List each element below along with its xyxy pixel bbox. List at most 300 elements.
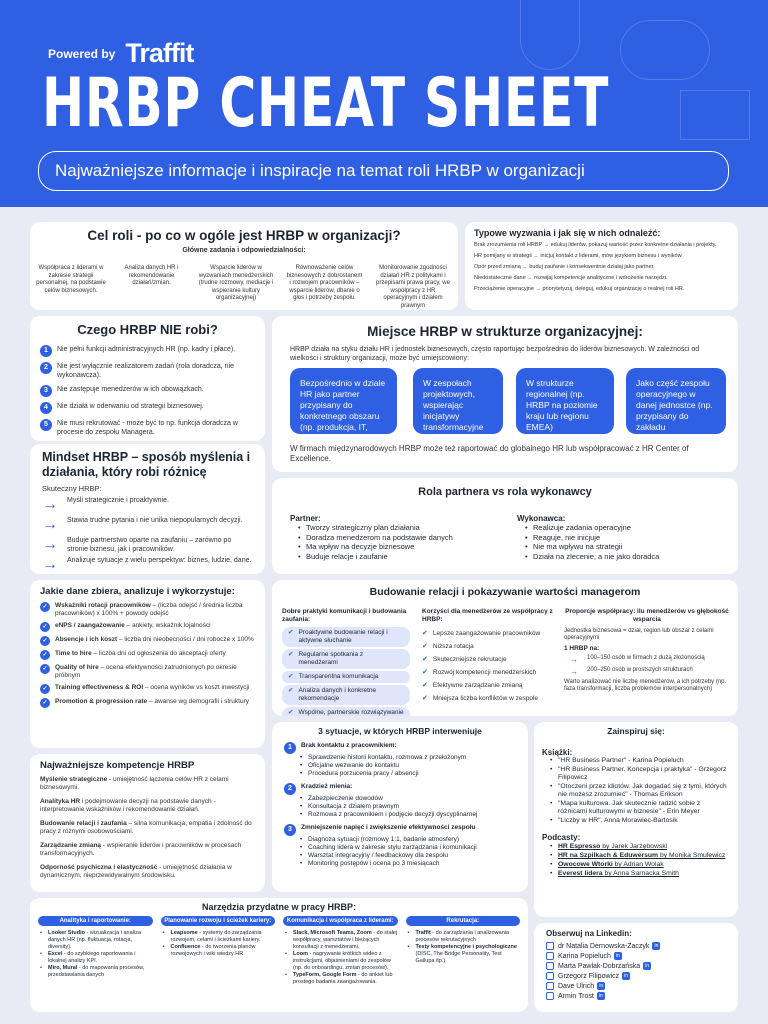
komp-item (40, 776, 255, 792)
practice-text: Proaktywne budowanie relacji i aktywne słuchanie (298, 629, 388, 644)
checkbox-icon (546, 962, 554, 970)
dane-item (40, 698, 255, 708)
mindset-sub: Skuteczny HRBP: (42, 484, 102, 493)
cel-items (30, 255, 458, 310)
dane-desc: – liczba dni od ogłoszenia do akceptacji oferty (91, 650, 226, 657)
komp-key: Budowanie relacji i zaufania (40, 820, 127, 827)
book-item: • "HR Business Partner. Koncepcja i praktyka" - Grzegorz Filipowicz (548, 766, 730, 783)
nie-item (40, 362, 255, 380)
dane-desc: – awanse wg demografii i struktury (147, 698, 249, 705)
dane-key: Quality of hire (55, 664, 99, 671)
cel-item: Wsparcie liderów w wyzwaniach menedżerskich (trudne rozmowy, mediacje i wspieranie kultury organizacyjnej) (198, 265, 274, 301)
nie-item (40, 345, 255, 357)
sytuacje-list (284, 742, 516, 868)
tool-name: Miro, Mural (48, 965, 78, 971)
practice-text: Wspólne, partnerskie rozwiązywanie (298, 709, 404, 716)
podcast-item[interactable] (548, 860, 730, 869)
page-subtitle: Najważniejsze informacje i inspiracje na temat roli HRBP w organizacji (38, 151, 729, 191)
narzedzia-title: Narzędzia przydatne w pracy HRBP: (201, 902, 357, 912)
podcast-name[interactable]: HR Espresso (558, 843, 601, 850)
wyzwania-title: Typowe wyzwania i jak się w nich odnaleźć: (474, 228, 661, 238)
podcast-name[interactable]: Everest lidera (558, 870, 603, 877)
arrow-right-icon: → (42, 516, 58, 533)
mindset-item (42, 496, 253, 514)
dane-text (55, 602, 255, 618)
mindset-title: Mindset HRBP – sposób myślenia i działania, który robi różnicę (42, 450, 251, 479)
tool-desc: - do zarządzania i analizowania procesów rekrutacyjnych (415, 930, 510, 943)
podcast-author[interactable]: by Jarek Jarzębowski (600, 843, 668, 850)
book-item: • "Liczby w HR", Anna Morawiec-Bartosik (548, 817, 730, 826)
tool-column (161, 916, 276, 986)
tool-name: Leapsome (170, 930, 198, 936)
mindset-text: Buduje partnerstwo oparte na zaufaniu – zarówno po stronie biznesu, jak i pracowników. (67, 537, 232, 553)
miejsce-box: Jako część zespołu operacyjnego w danej jednostce (np. przypisany do zakładu produkcyjnego) (626, 368, 726, 434)
check-icon: ✔ (422, 643, 428, 650)
check-icon: ✔ (288, 673, 294, 680)
wykonawca-title: Wykonawca: (517, 514, 566, 523)
dane-text (55, 698, 249, 706)
podcast-name[interactable]: HR na Szpilkach & Eduwersum (558, 852, 659, 859)
tool-column-header: Analityka i raportowanie: (38, 916, 153, 926)
linkedin-person[interactable] (546, 972, 726, 982)
tool-desc: - do stałej współpracy, warsztatów i bieżących konsultacji z menedżerami. (293, 930, 398, 950)
cel-title: Cel roli - po co w ogóle jest HRBP w organizacji? (87, 228, 401, 243)
budowanie-col (422, 608, 557, 707)
partner-item: • Ma wpływ na decyzje biznesowe (296, 542, 490, 552)
practice-item (282, 627, 410, 647)
tool-name: Slack, Microsoft Teams, Zoom (293, 930, 372, 936)
tool-desc: (DISC, The Bridge Personality, Test Gallupa itp.) (415, 951, 502, 964)
ratio-text: 200–250 osób w prostszych strukturach (587, 667, 693, 673)
wyzwania-list (474, 242, 729, 293)
tool-item (161, 944, 276, 958)
traffit-logo[interactable]: Traffit (125, 38, 194, 68)
linkedin-name[interactable]: Dave Ulrich (558, 983, 595, 990)
budowanie-c1-title: Dobre praktyki komunikacji i budowania zaufania: (282, 608, 407, 623)
wyzwania-item: HR pomijany w strategii → inicjuj kontakt z liderami, mów językiem biznesu i wyników. (474, 253, 683, 259)
arrow-right-icon: → (42, 556, 58, 573)
benefit-text: Skuteczniejsze rekrutacje (432, 656, 507, 663)
tool-desc: - do szybkiego raportowania i lokalnej analizy KPI. (48, 951, 136, 964)
linkedin-icon[interactable]: in (643, 962, 651, 970)
rola-title: Rola partnera vs rola wykonawcy (418, 486, 592, 498)
miejsce-note: W firmach międzynarodowych HRBP może też raportować do globalnego HR lub współpracować z HR Center of Excellence. (290, 444, 689, 463)
komp-item (40, 864, 255, 880)
linkedin-card (534, 923, 738, 1012)
check-icon: ✔ (288, 651, 294, 658)
podcast-item[interactable] (548, 851, 730, 860)
komp-key: Myślenie strategiczne (40, 776, 108, 783)
komp-item (40, 842, 255, 858)
wykonawca-item: • Nie ma wpływu na strategii (523, 542, 727, 552)
narzedzia-card (30, 898, 528, 1012)
dane-desc: – ankiety, wskaźnik lojalności (124, 622, 211, 629)
nie-text: Nie pełni funkcji administracyjnych HR (np. kadry i płace). (57, 346, 236, 353)
komp-desc: – silna komunikacja, empatia i zdolność do pracy z różnymi osobowościami. (40, 820, 252, 835)
sytuacja-step: • Rozmowa z pracownikiem i podjęcie decyzji dyscyplinarnej (298, 811, 516, 819)
nie-number: 3 (40, 385, 52, 397)
nie-text: Nie zastępuje menedżerów w ich obowiązkach. (57, 386, 204, 393)
cel-item: Współpraca z liderami w zakresie strategii personalnej, na podstawie celów biznesowych. (36, 265, 106, 294)
tool-list (161, 930, 276, 958)
budowanie-c2-title: Korzyści dla menedżerów ze współpracy z HRBP: (422, 608, 553, 623)
mindset-text: Stawia trudne pytania i nie unika niepopularnych decyzji. (67, 517, 243, 524)
tool-desc: - do ankiet lub prostego badania zaangażowania. (293, 972, 393, 985)
decor-shape (620, 20, 710, 80)
check-icon: ✔ (422, 656, 428, 663)
dane-card (30, 580, 265, 748)
podcasts-list (542, 842, 730, 878)
cel-main: Główne zadania i odpowiedzialności: (182, 247, 306, 254)
komp-card (30, 754, 265, 892)
check-icon: ✔ (288, 709, 294, 716)
mindset-item (42, 516, 253, 534)
sytuacja-head (284, 824, 516, 836)
nie-item (40, 385, 255, 397)
nie-text: Nie działa w oderwaniu od strategii biznesowej. (57, 403, 204, 410)
sytuacja-step: • Konsultacja z działem prawnym (298, 803, 516, 811)
tool-item (38, 930, 153, 951)
sytuacja-head (284, 783, 516, 795)
miejsce-box: W zespołach projektowych, wspierając inicjatywy transformacyjne (413, 368, 503, 434)
ratio-item (570, 655, 730, 664)
dane-list (40, 602, 255, 708)
sytuacje-title: 3 sytuacje, w których HRBP interweniuje (318, 726, 482, 736)
check-icon: ✓ (40, 602, 50, 612)
benefit-item (422, 668, 557, 677)
benefit-text: Rozwój kompetencji menedżerskich (432, 669, 537, 676)
budowanie-c3-sub: 1 HRBP na: (564, 645, 600, 652)
dane-key: Wskaźniki rotacji pracowników (55, 602, 151, 609)
linkedin-icon[interactable]: in (597, 992, 605, 1000)
tool-desc: - do tworzenia planów rozwojowych i wiki wiedzy HR. (170, 944, 256, 957)
miejsce-box: Bezpośrednio w dziale HR jako partner przypisany do konkretnego obszaru (np. produkcja, IT, sprzedaż) (290, 368, 397, 434)
linkedin-person[interactable] (546, 982, 726, 992)
decor-shape (680, 90, 750, 140)
nie-number: 4 (40, 402, 52, 414)
tool-item (406, 944, 521, 965)
sytuacja-step: • Procedura porzucenia pracy / absencji (298, 770, 516, 778)
zainspiruj-title: Zainspiruj się: (607, 726, 665, 736)
check-icon: ✓ (40, 664, 50, 674)
benefit-item (422, 681, 557, 690)
komp-desc: - wspieranie liderów i pracowników w procesach transformacyjnych. (40, 842, 242, 857)
sytuacja-number: 1 (284, 742, 296, 754)
check-icon: ✔ (288, 687, 294, 694)
tool-item (38, 965, 153, 979)
arrow-right-icon: → (570, 667, 578, 676)
sytuacje-card (272, 722, 528, 892)
practice-item (282, 685, 410, 705)
komp-key: Zarządzanie zmianą (40, 842, 102, 849)
linkedin-name[interactable]: Armin Trost (558, 993, 594, 1000)
sytuacja-steps (298, 836, 516, 868)
mindset-text: Myśli strategicznie i proaktywnie. (67, 497, 169, 504)
budowanie-card (272, 580, 738, 716)
sytuacja-step: • Zabezpieczenie dowodów (298, 795, 516, 803)
tool-name: Traffit (415, 930, 431, 936)
wykonawca-item: • Działa na zlecenie, a nie jako doradca (523, 552, 727, 562)
tool-item (406, 930, 521, 944)
budowanie-c2-list (422, 629, 557, 703)
page-title: HRBP CHEAT SHEET (42, 64, 610, 143)
budowanie-c3-list (564, 655, 730, 676)
mindset-card (30, 444, 265, 574)
tool-name: Excel (48, 951, 63, 957)
miejsce-intro: HRBP działa na styku działu HR i jednostek biznesowych, często raportując bezpośrednio do liderów biznesowych. W zależności od wielkości i struktury organizacji, może być umiejscowiony: (290, 346, 700, 362)
dane-item (40, 684, 255, 694)
wyzwania-item: Niedostateczne dane → rozwijaj kompetencje analityczne i wdrożenie narzędzi. (474, 275, 668, 281)
arrow-right-icon: → (42, 496, 58, 513)
check-icon: ✓ (40, 636, 50, 646)
powered-label: Powered by (48, 46, 116, 61)
linkedin-person[interactable] (546, 962, 726, 972)
practice-text: Analiza danych i konkretne rekomendacje (298, 687, 377, 702)
dane-text (55, 636, 254, 644)
partner-item: • Doradza menedżerom na podstawie danych (296, 533, 490, 543)
budowanie-c3-title: Proporcje współpracy: ilu menedżerów vs głębokość wsparcia (565, 608, 729, 623)
cel-item: Równoważenie celów biznesowych z dobrostanem i rozwojem pracowników – wsparcie liderów, dbanie o głos i potrzeby zespołu. (286, 265, 363, 301)
dane-text (55, 664, 255, 680)
wykonawca-item: • Reaguje, nie inicjuje (523, 533, 727, 543)
komp-desc: - umiejętność łączenia celów HR z celami biznesowymi. (40, 776, 229, 791)
tool-list (38, 930, 153, 979)
nie-number: 1 (40, 345, 52, 357)
sytuacja-step: • Monitoring postępów i ocena po 3 miesiącach (298, 860, 516, 868)
nie-card (30, 316, 265, 441)
tool-list (283, 930, 398, 986)
check-icon: ✔ (288, 629, 294, 636)
komp-key: Analityka HR (40, 798, 81, 805)
budowanie-c3-intro: Jednostka biznesowa = dział, region lub obszar z celami operacyjnymi (564, 628, 714, 641)
dane-item (40, 664, 255, 680)
linkedin-icon[interactable]: in (614, 952, 622, 960)
books-title: Książki: (542, 748, 573, 757)
dane-text (55, 684, 249, 692)
nie-text: Nie jest wyłącznie realizatorem zadań (rola doradcza, nie wykonawcza). (57, 363, 235, 379)
checkbox-icon (546, 972, 554, 980)
cel-card (30, 222, 458, 310)
zainspiruj-card (534, 722, 738, 917)
arrow-right-icon: → (42, 536, 58, 553)
sytuacja-step: • Sprawdzenie historii kontaktu, rozmowa z przełożonym (298, 754, 516, 762)
benefit-text: Mniejsza liczba konfliktów w zespole (432, 695, 539, 702)
book-item: • "Mapa kulturowa. Jak skutecznie radzić sobie z różnicami kulturowymi w biznesie" - Erin Meyer (548, 800, 730, 817)
podcast-author[interactable]: by Adrian Wolak (612, 861, 664, 868)
wykonawca-item: • Realizuje zadania operacyjne (523, 523, 727, 533)
podcast-author[interactable]: by Anna Sarnacka Smith (602, 870, 679, 877)
dane-key: Time to hire (55, 650, 92, 657)
dane-key: eNPS / zaangażowanie (55, 622, 125, 629)
sytuacja-item (284, 742, 516, 778)
podcast-name[interactable]: Owocowe Wtorki (558, 861, 613, 868)
podcast-item[interactable] (548, 842, 730, 851)
tool-column (283, 916, 398, 986)
dane-title: Jakie dane zbiera, analizuje i wykorzystuje: (40, 586, 235, 597)
nie-text: Nie musi rekrutować - może być to np. funkcja doradcza w procesie do zespołu Managera. (57, 420, 238, 436)
practice-item (282, 707, 410, 716)
komp-item (40, 820, 255, 836)
sytuacja-head (284, 742, 516, 754)
sytuacja-step: • Warsztat integracyjny / feedbackowy dla zespołu (298, 852, 516, 860)
check-icon: ✔ (422, 669, 428, 676)
benefit-item (422, 642, 557, 651)
mindset-item (42, 536, 253, 554)
tool-item (283, 951, 398, 972)
partner-item: • Buduje relacje i zaufanie (296, 552, 490, 562)
sytuacja-title: Kradzież mienia: (301, 783, 353, 790)
check-icon: ✓ (40, 650, 50, 660)
sytuacja-item (284, 783, 516, 819)
dane-key: Promotion & progression rate (55, 698, 148, 705)
tool-desc: - wizualizacja i analiza danych HR (np. fluktuacja, rotacja, diversity). (48, 930, 141, 950)
tool-desc: - systemy do zarządzania rozwojem, celami i ścieżkami kariery. (170, 930, 262, 943)
wyzwania-item: Przeciążenie operacyjne → priorytetyzuj, deleguj, edukuj organizację o realnej roli HR. (474, 286, 685, 292)
dane-item (40, 650, 255, 660)
benefit-item (422, 655, 557, 664)
nie-item (40, 419, 255, 437)
partner-title: Partner: (290, 514, 321, 523)
dane-key: Absencje i ich koszt (55, 636, 118, 643)
nie-item (40, 402, 255, 414)
linkedin-name[interactable]: dr Natalia Dernowska-Zaczyk (558, 943, 650, 950)
tool-column (406, 916, 521, 986)
checkbox-icon (546, 942, 554, 950)
cel-item: Analiza danych HR i rekomendowanie działań/zmian. (124, 265, 179, 286)
benefit-text: Lepsze zaangażowanie pracowników (432, 630, 541, 637)
wyzwania-item: Brak zrozumienia roli HRBP → edukuj liderów, pokazuj wartość przez konkretne działania i projekty. (474, 242, 717, 248)
practice-item (282, 649, 410, 669)
tool-list (406, 930, 521, 965)
wyzwania-card (465, 222, 738, 310)
linkedin-name[interactable]: Karina Popieluch (558, 953, 611, 960)
tool-desc: - do mapowania procesów, przedstawiania danych (48, 965, 145, 978)
sytuacja-number: 3 (284, 824, 296, 836)
sytuacja-steps (298, 754, 516, 778)
sytuacja-title: Zmniejszenie napięć i zwiększenie efektywności zespołu (301, 824, 476, 831)
linkedin-name[interactable]: Grzegorz Filipowicz (558, 973, 620, 980)
practice-item (282, 671, 410, 683)
dane-item (40, 622, 255, 632)
tool-name: Loom (293, 951, 308, 957)
benefit-text: Niższa rotacja (432, 643, 474, 650)
wyzwania-item: Opór przed zmianą → buduj zaufanie i konsekwentnie działaj jako partner. (474, 264, 655, 270)
practice-text: Regularne spotkania z menedżerami (298, 651, 364, 666)
linkedin-title: Obserwuj na Linkedin: (546, 929, 632, 938)
sytuacja-number: 2 (284, 783, 296, 795)
sytuacja-step: • Oficjalne wezwanie do kontaktu (298, 762, 516, 770)
podcasts-title: Podcasty: (542, 833, 581, 842)
partner-list (296, 523, 490, 561)
komp-title: Najważniejsze kompetencje HRBP (40, 760, 195, 771)
check-icon: ✔ (422, 695, 428, 702)
book-item: • "Otoczeni przez idiotów. Jak dogadać się z tymi, których nie możesz zrozumieć" - Thomas Erikson (548, 783, 730, 800)
tool-item (283, 930, 398, 951)
miejsce-card (272, 316, 738, 472)
sytuacja-steps (298, 795, 516, 819)
mindset-text: Analizuje sytuacje z wielu perspektyw: biznes, ludzie, dane. (67, 557, 252, 564)
tool-column-header: Rekrutacja: (406, 916, 521, 926)
arrow-right-icon: → (570, 655, 578, 664)
dane-desc: – ocena wyników vs koszt inwestycji (143, 684, 250, 691)
check-icon: ✓ (40, 622, 50, 632)
mindset-list (42, 496, 253, 574)
podcast-author[interactable]: by Monika Smulewicz (658, 852, 726, 859)
tool-item (38, 951, 153, 965)
check-icon: ✓ (40, 698, 50, 708)
decor-shape (520, 0, 580, 70)
linkedin-person[interactable] (546, 992, 726, 1002)
linkedin-name[interactable]: Marta Pawlak-Dobrzańska (558, 963, 641, 970)
checkbox-icon (546, 982, 554, 990)
budowanie-title: Budowanie relacji i pokazywanie wartości managerom (369, 586, 641, 598)
check-icon: ✔ (422, 682, 428, 689)
dane-key: Training effectiveness & ROI (55, 684, 144, 691)
benefit-item (422, 694, 557, 703)
linkedin-person[interactable] (546, 942, 726, 952)
podcast-item[interactable] (548, 869, 730, 878)
nie-number: 5 (40, 419, 52, 431)
rola-card (272, 478, 738, 574)
ratio-text: 100–150 osób w firmach z dużą złożonością (587, 655, 705, 661)
nie-title: Czego HRBP NIE robi? (77, 322, 218, 337)
tool-column (38, 916, 153, 986)
sytuacja-title: Brak kontaktu z pracownikiem: (301, 742, 397, 749)
dane-text (55, 650, 226, 658)
tool-desc: - nagrywanie krótkich wideo z instrukcjami, objaśnieniami do zespołów (np. do onboardingu, zmian procesów). (293, 951, 391, 971)
linkedin-icon[interactable]: in (622, 972, 630, 980)
sytuacja-step: • Coaching lidera w zakresie stylu zarządzania i komunikacji (298, 844, 516, 852)
check-icon: ✓ (40, 684, 50, 694)
dane-item (40, 636, 255, 646)
komp-list (40, 776, 255, 880)
komp-key: Odporność psychiczna i elastyczność (40, 864, 158, 871)
budowanie-c1-list (282, 627, 410, 716)
book-item: • "HR Business Partner" - Karina Popieluch (548, 757, 730, 766)
linkedin-list (546, 942, 726, 1002)
benefit-item (422, 629, 557, 638)
wykonawca-col (517, 514, 727, 561)
komp-item (40, 798, 255, 814)
mindset-item (42, 556, 253, 574)
partner-item: • Tworzy strategiczny plan działania (296, 523, 490, 533)
partner-col (290, 514, 490, 561)
linkedin-icon[interactable]: in (597, 982, 605, 990)
benefit-text: Efektywne zarządzanie zmianą (432, 682, 523, 689)
checkbox-icon (546, 992, 554, 1000)
budowanie-c3-note: Warto analizować nie liczbę menedżerów, a ich potrzeby (np. faza transformacji, liczba problemów interpersonalnych) (564, 679, 727, 692)
tool-item (283, 972, 398, 986)
practice-text: Transparentna komunikacja (298, 673, 379, 680)
budowanie-col (564, 608, 730, 693)
dane-desc: – (liczba odejść / średnia liczba pracowników) x 100% + powody odejść (55, 602, 243, 617)
header-banner (0, 0, 768, 207)
linkedin-person[interactable] (546, 952, 726, 962)
tool-name: TypeForm, Google Form (293, 972, 357, 978)
tool-name: Testy kompetencyjne i psychologiczne (415, 944, 517, 950)
nie-number: 2 (40, 362, 52, 374)
komp-desc: i podejmowanie decyzji na podstawie danych - interpretowanie wskaźników i rekomendowanie działań. (40, 798, 216, 813)
linkedin-icon[interactable]: in (652, 942, 660, 950)
cel-item: Monitorowanie zgodności działań HR z politykami i przepisami prawa pracy, we współpracy z HR operacyjnym i działem prawnym (376, 265, 450, 309)
dane-desc: – ocena efektywności zatrudnionych po okresie próbnym (55, 664, 237, 679)
budowanie-col (282, 608, 410, 716)
tool-name: Confluence (170, 944, 201, 950)
sytuacja-item (284, 824, 516, 868)
ratio-item (570, 667, 730, 676)
dane-item (40, 602, 255, 618)
books-list (542, 757, 730, 825)
